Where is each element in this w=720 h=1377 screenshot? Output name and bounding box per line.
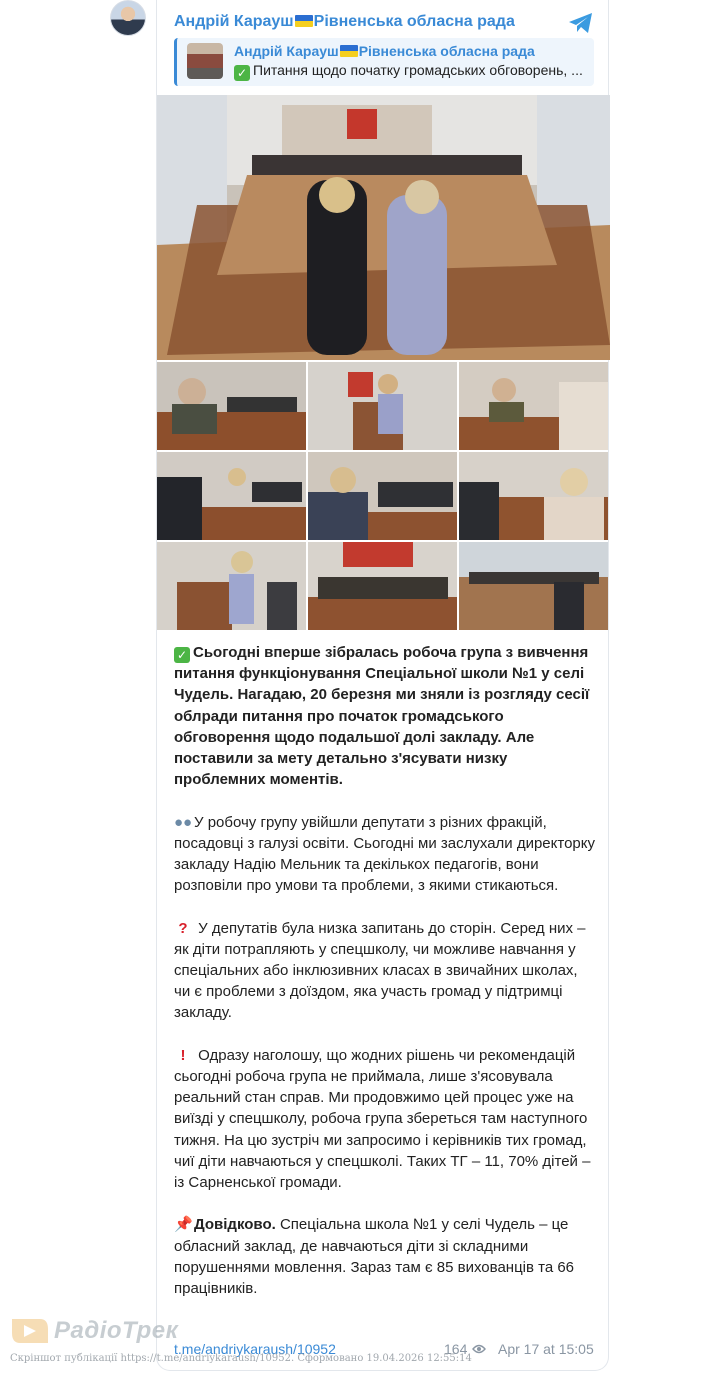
- forwarded-message[interactable]: [174, 38, 594, 86]
- message-text: [174, 642, 596, 1320]
- paragraph-questions: ? У депутатів була низка запитань до сторін. Серед них – як діти потрапляють у спецшколу, чи можливе навчання у спеціальних або інклюзивних класах в звичайних школах, чи є проблеми з доїздом, яка участь громад у підтримці закладу.: [174, 919, 586, 1022]
- forwarded-preview: ✓ Питання щодо початку громадських обговорень, ...: [234, 62, 588, 81]
- photo-thumbnail[interactable]: [459, 542, 608, 630]
- photo-thumbnail[interactable]: [308, 542, 457, 630]
- photo-thumbnail[interactable]: [157, 362, 306, 450]
- paragraph-intro: ✓ Сьогодні вперше зібралась робоча група з вивчення питання функціонування Спеціальної школи №1 у селі Чудель. Нагадаю, 20 березня ми зняли із розгляду сесії облради питання про початок громадського обговорення щодо подальшої долі закладу. Але поставили за мету детально з'ясувати низку проблемних моментів.: [174, 644, 590, 789]
- paragraph-note: ! Одразу наголошу, що жодних рішень чи рекомендацій сьогодні робоча група не приймала, лише з'ясовувала реальний стан справ. Ми продовжимо цей процес уже на виїзді у спецшколу, робоча група збереться там наступного тижня. На цю зустріч ми запросимо і керівників тих громад, чиї діти навчаються у спецшколі. Таких ТГ – 11, 70% дітей – із Сарненської громади.: [174, 1046, 591, 1192]
- photo-thumbnail[interactable]: [157, 452, 306, 540]
- channel-org[interactable]: Рівненська обласна рада: [313, 13, 515, 30]
- telegram-icon[interactable]: [568, 12, 594, 34]
- photo-thumbnail[interactable]: [308, 362, 457, 450]
- view-count: 164: [444, 1341, 468, 1357]
- question-icon: ?: [178, 919, 188, 937]
- people-icon: ●●: [174, 813, 193, 831]
- post-date[interactable]: Apr 17 at 15:05: [498, 1341, 594, 1357]
- ukraine-flag-icon: [295, 15, 313, 27]
- screenshot-caption: Скріншот публікації https://t.me/andriykaraush/10952. Сформовано 19.04.2026 12:55:14: [10, 1353, 472, 1364]
- channel-name[interactable]: Андрій Карауш: [174, 13, 294, 30]
- forwarded-thumbnail: [187, 43, 223, 79]
- check-icon: ✓: [174, 647, 190, 663]
- eye-icon: [472, 1344, 486, 1354]
- post-card: [156, 0, 609, 1371]
- photo-thumbnail[interactable]: [157, 542, 306, 630]
- radiotrek-logo-text: РадіоТрек: [54, 1317, 179, 1344]
- post-link[interactable]: t.me/andriykaraush/10952: [174, 1341, 336, 1357]
- photo-grid: [157, 362, 610, 630]
- exclamation-icon: !: [180, 1046, 186, 1064]
- photo-thumbnail[interactable]: [459, 452, 608, 540]
- check-icon: ✓: [234, 65, 250, 81]
- paragraph-members: ●● У робочу групу увійшли депутати з різних фракцій, посадовці з галузі освіти. Сьогодні ми заслухали директорку закладу Надію Мельник та декількох педагогів, вони розповіли про умови та проблеми, з якими стикаються.: [174, 813, 595, 895]
- radiotrek-watermark: [10, 1313, 179, 1349]
- photo-thumbnail[interactable]: [459, 362, 608, 450]
- channel-title[interactable]: [174, 13, 515, 31]
- pin-icon: 📌: [174, 1216, 193, 1234]
- forwarded-author: Андрій Карауш Рівненська обласна рада: [234, 43, 535, 59]
- channel-avatar[interactable]: [110, 0, 146, 36]
- ukraine-flag-icon: [340, 45, 358, 57]
- main-photo[interactable]: [157, 95, 610, 360]
- photo-thumbnail[interactable]: [308, 452, 457, 540]
- paragraph-reference: 📌Довідково. Спеціальна школа №1 у селі Чудель – це обласний заклад, де навчаються діти зі складними порушеннями мовлення. Зараз там є 85 вихованців та 66 працівників.: [174, 1216, 575, 1298]
- radiotrek-logo-icon: [10, 1315, 50, 1347]
